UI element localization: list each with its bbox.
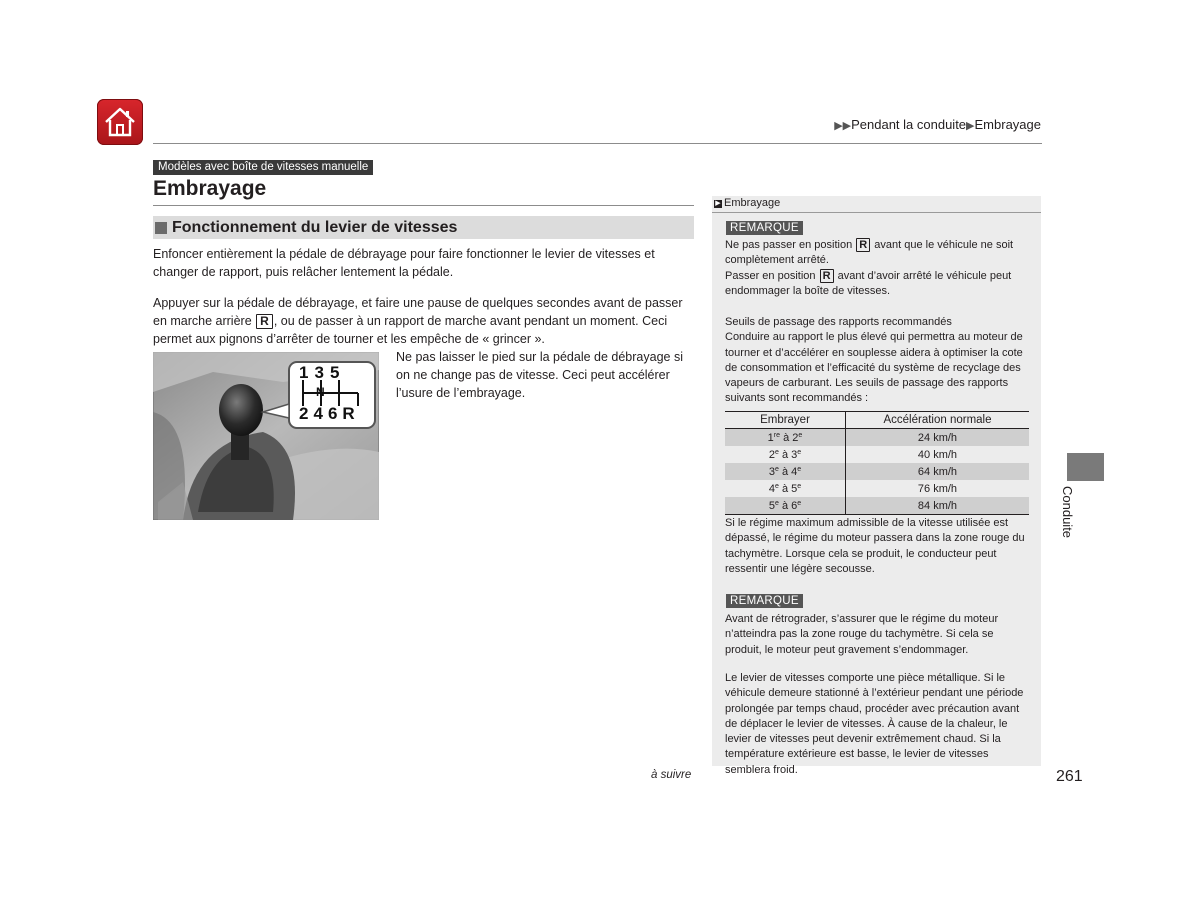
gear-label: 4: [313, 404, 328, 423]
remark1-part-d: avant d’avoir arrêté le véhicule peut endommager la boîte de vitesses.: [725, 269, 1012, 297]
gear-label: 6: [327, 404, 343, 423]
paragraph-reverse-part-a: Appuyer sur la pédale de débrayage, et faire une pause de quelques secondes avant de passer en marche arrière: [153, 296, 683, 328]
table-cell-speed: 76 km/h: [917, 482, 958, 495]
table-row: [725, 429, 1029, 447]
home-icon: [103, 106, 137, 138]
breadcrumb: [834, 117, 1041, 132]
page-title: Embrayage: [153, 177, 267, 200]
paragraph-clutch-wear: Ne pas laisser le pied sur la pédale de débrayage si on ne change pas de vitesse. Ceci peut accélérer l’usure de l’embrayage.: [396, 350, 683, 400]
home-button[interactable]: [97, 99, 143, 145]
section-bullet-icon: [155, 222, 167, 234]
table-cell-gear: 2e à 3e: [725, 446, 846, 463]
thresholds-description: Conduire au rapport le plus élevé qui permettra au moteur de tourner et d’accélérer en souplesse aidera à optimiser la cote de consommation et l’efficacité du système de recyclage des vapeurs de carburant. Les seuils de passage des rapports suivants sont recommandés :: [725, 331, 1023, 405]
breadcrumb-link-parent[interactable]: Pendant la conduite: [851, 117, 967, 132]
table-cell-gear: 1re à 2e: [725, 429, 846, 447]
paragraph-reverse-part-b: , ou de passer à un rapport de marche avant pendant un moment. Ceci permet aux pignons d’arrêter de tourner et les empêche de « grincer ».: [153, 314, 668, 346]
table-cell-gear: 5e à 6e: [725, 497, 846, 515]
table-cell-speed: 24 km/h: [846, 429, 1030, 447]
thresholds-text: [725, 315, 1030, 407]
reverse-key-icon: R: [256, 314, 273, 329]
paragraph-reverse: [153, 294, 693, 348]
remark1-text: [725, 238, 1030, 299]
chapter-tab-marker[interactable]: [1067, 453, 1104, 481]
table-cell-gear: 4e à 5e: [725, 480, 846, 497]
page-number: 261: [1056, 768, 1083, 785]
breadcrumb-current[interactable]: Embrayage: [974, 117, 1041, 132]
gear-label: 1: [299, 363, 315, 382]
table-cell-speed: 40 km/h: [917, 448, 958, 461]
table-header-gear: Embrayer: [725, 412, 846, 429]
model-tag: Modèles avec boîte de vitesses manuelle: [153, 160, 373, 175]
remark1-part-c: Passer en position: [725, 269, 816, 282]
table-cell-gear: 3e à 4e: [725, 463, 846, 480]
section-title: Fonctionnement du levier de vitesses: [172, 218, 458, 236]
shift-threshold-table: [725, 411, 1029, 515]
reverse-key-icon: R: [820, 269, 834, 283]
remark1-part-a: Ne pas passer en position: [725, 239, 853, 251]
table-row: [725, 446, 1029, 463]
shift-pattern-bottom-row: [299, 404, 360, 424]
table-header-row: [725, 412, 1029, 429]
remark1-part-b: avant que le véhicule ne soit complètement arrêté.: [725, 239, 1014, 267]
gear-shift-illustration: [153, 352, 379, 520]
gear-label: 2: [299, 404, 314, 423]
remark-badge: REMARQUE: [726, 594, 803, 608]
table-header-speed: Accélération normale: [846, 412, 1030, 429]
shift-pattern-neutral: N: [316, 385, 325, 399]
table-row: [725, 480, 1029, 497]
section-heading: [153, 216, 694, 239]
shift-pattern-top-row: [299, 363, 345, 383]
sidebar-header-label: Embrayage: [724, 197, 781, 209]
gear-label: R: [342, 404, 360, 423]
chapter-tab-label[interactable]: [1060, 486, 1090, 556]
gear-label: 5: [329, 363, 346, 382]
sidebar-header-title: [714, 197, 780, 209]
gear-label: 3: [314, 363, 330, 382]
breadcrumb-arrow-icon: ▶▶: [834, 120, 852, 132]
reference-arrow-icon: ▶: [715, 200, 721, 207]
chapter-tab-text: Conduite: [1060, 486, 1075, 539]
reverse-key-icon: R: [856, 238, 870, 252]
remark-badge: REMARQUE: [726, 221, 803, 235]
table-cell-speed: 84 km/h: [846, 497, 1030, 515]
title-divider: [153, 205, 694, 206]
continued-note: à suivre: [651, 769, 692, 781]
table-row: [725, 463, 1029, 480]
after-table-text: Si le régime maximum admissible de la vitesse utilisée est dépassé, le régime du moteur passera dans la zone rouge du tachymètre. Lorsque cela se produit, le conducteur peut ressentir une légère secousse.: [725, 517, 1025, 575]
breadcrumb-arrow-icon: ▶: [966, 120, 975, 132]
remark2-text: Avant de rétrograder, s’assurer que le régime du moteur n’atteindra pas la zone rouge du tachymètre. Si cela se produit, le moteur peut gravement s’endommager.: [725, 613, 999, 656]
thresholds-title: Seuils de passage des rapports recommandés: [725, 316, 952, 328]
table-cell-speed: 64 km/h: [846, 463, 1030, 480]
header-divider: [153, 143, 1042, 144]
paragraph-intro: Enfoncer entièrement la pédale de débrayage pour faire fonctionner le levier de vitesses et changer de rapport, puis relâcher lentement la pédale.: [153, 247, 655, 279]
table-row: [725, 497, 1029, 515]
lever-temperature-text: Le levier de vitesses comporte une pièce métallique. Si le véhicule demeure stationné à l’extérieur pendant une période prolongée par temps chaud, procéder avec précaution avant de déplacer le levier de vitesses. À cause de la chaleur, le levier de vitesses peut devenir extrêmement chaud. Si la température extérieure est basse, le levier de vitesses semblera froid.: [725, 672, 1024, 776]
